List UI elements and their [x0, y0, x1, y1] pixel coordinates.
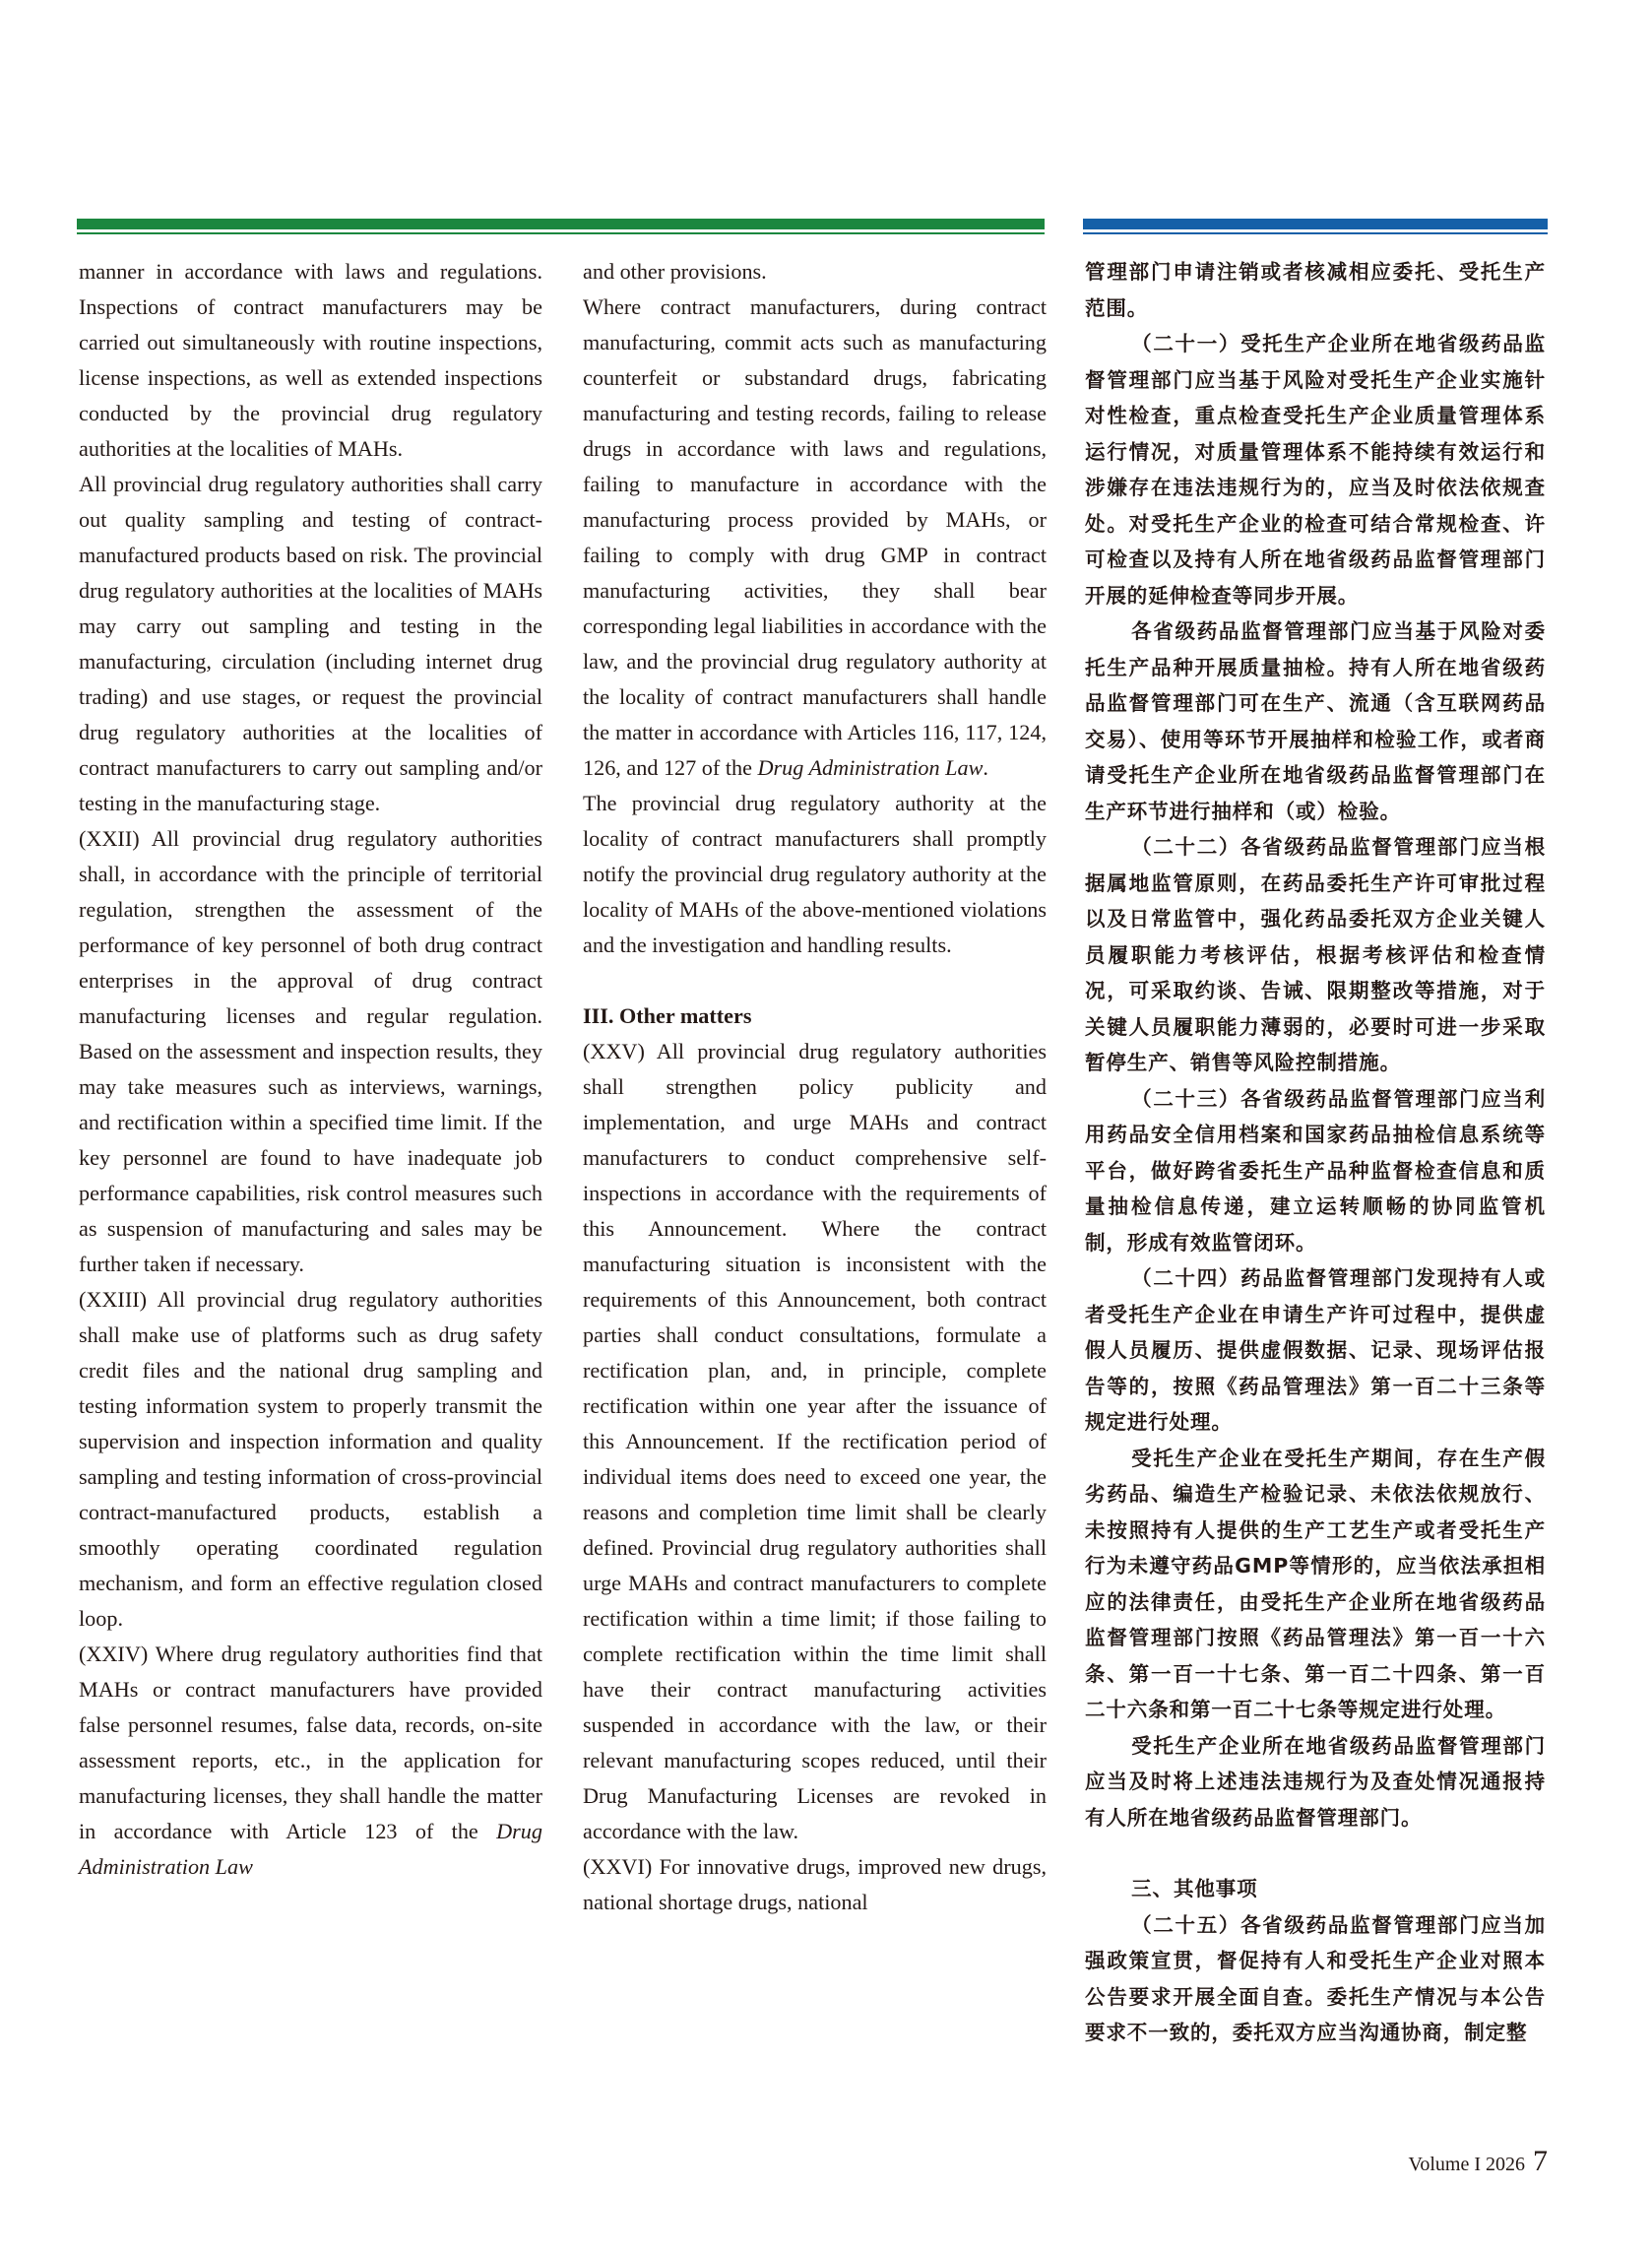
paragraph: （二十一）受托生产企业所在地省级药品监督管理部门应当基于风险对受托生产企业实施针对性检查，重点检查受托生产企业质量管理体系运行情况，对质量管理体系不能持续有效运行和涉嫌存在违法违规行为的，应当及时依法依规查处。对受托生产企业的检查可结合常规检查、许可检查以及持有人所在地省级药品监督管理部门开展的延伸检查等同步开展。	[1085, 332, 1546, 608]
header-rule-blue	[1083, 219, 1548, 234]
paragraph-xxv: (XXV) All provincial drug regulatory authorities shall strengthen policy publicity and implementation, and urge MAHs and contract manufacturers to conduct comprehensive self-inspections in accordance with the requirements of this Announcement. Where the contract manufacturing situation is inconsistent with the requirements of this Announcement, both contract parties shall conduct consultations, formulate a rectification plan, and, in principle, complete rectification within one year after the issuance of this Announcement. If the rectification period of individual items does need to exceed one year, the reasons and completion time limit shall be clearly defined. Provincial drug regulatory authorities shall urge MAHs and contract manufacturers to complete rectification within a time limit; if those failing to complete rectification within the time limit shall have their contract manufacturing activities suspended in accordance with the law, or their relevant manufacturing scopes reduced, until their Drug Manufacturing Licenses are revoked in accordance with the law.	[583, 1039, 1047, 1843]
paragraph-xxiv	[79, 1637, 542, 1885]
left-column-english	[79, 254, 542, 1885]
text: Where contract manufacturers, during contract manufacturing, commit acts such as manufacturing counterfeit or substandard drugs, fabricating manufacturing and testing records, failing to release drugs in accordance with laws and regulations, failing to manufacture in accordance with the manufacturing process provided by MAHs, or failing to comply with drug GMP in contract manufacturing activities, they shall bear corresponding legal liabilities in accordance with the law, and the provincial drug regulatory authority at the locality of contract manufacturers shall handle the matter in accordance with Articles 116, 117, 124, 126, and 127 of the	[583, 294, 1047, 780]
rule-thick	[77, 219, 1045, 229]
paragraph-xxvi: (XXVI) For innovative drugs, improved new drugs, national shortage drugs, national	[583, 1854, 1047, 1914]
paragraph: All provincial drug regulatory authorities shall carry out quality sampling and testing of contract-manufactured products based on risk. The provincial drug regulatory authorities at the localities of MAHs may carry out sampling and testing in the manufacturing, circulation (including internet drug trading) and use stages, or request the provincial drug regulatory authorities at the localities of contract manufacturers to carry out sampling and/or testing in the manufacturing stage.	[79, 472, 542, 815]
page-number: 7	[1533, 2145, 1548, 2177]
law-title: Drug Administration Law	[757, 755, 984, 780]
right-column-chinese	[1085, 254, 1546, 2051]
paragraph-xxii: (XXII) All provincial drug regulatory authorities shall, in accordance with the principle of territorial regulation, strengthen the assessment of the performance of key personnel of both drug contract enterprises in the approval of drug contract manufacturing licenses and regular regulation. Based on the assessment and inspection results, they may take measures such as interviews, warnings, and rectification within a specified time limit. If the key personnel are found to have inadequate job performance capabilities, risk control measures such as suspension of manufacturing and sales may be further taken if necessary.	[79, 826, 542, 1276]
volume-label: Volume I 2026	[1408, 2154, 1525, 2175]
paragraph: （二十二）各省级药品监督管理部门应当根据属地监管原则，在药品委托生产许可审批过程以及日常监管中，强化药品委托双方企业关键人员履职能力考核评估，根据考核评估和检查情况，可采取约谈、告诫、限期整改等措施，对于关键人员履职能力薄弱的，必要时可进一步采取暂停生产、销售等风险控制措施。	[1085, 835, 1546, 1074]
middle-column-english	[583, 254, 1047, 1920]
text: .	[983, 755, 988, 780]
text: (XXIV) Where drug regulatory authorities find that MAHs or contract manufacturers have provided false personnel resumes, false data, records, on-site assessment reports, etc., in the application for manufacturing licenses, they shall handle the matter in accordance with Article 123 of the	[79, 1642, 542, 1843]
rule-thick	[1083, 219, 1548, 229]
paragraph: 受托生产企业所在地省级药品监督管理部门应当及时将上述违法违规行为及查处情况通报持有人所在地省级药品监督管理部门。	[1085, 1733, 1546, 1830]
paragraph: 各省级药品监督管理部门应当基于风险对委托生产品种开展质量抽检。持有人所在地省级药品监督管理部门可在生产、流通（含互联网药品交易）、使用等环节开展抽样和检验工作，或者商请受托生产企业所在地省级药品监督管理部门在生产环节进行抽样和（或）检验。	[1085, 619, 1546, 823]
paragraph-xxiii: (XXIII) All provincial drug regulatory authorities shall make use of platforms such as drug safety credit files and the national drug sampling and testing information system to properly transmit the supervision and inspection information and quality sampling and testing information of cross-provincial contract-manufactured products, establish a smoothly operating coordinated regulation mechanism, and form an effective regulation closed loop.	[79, 1287, 542, 1631]
paragraph: （二十三）各省级药品监督管理部门应当利用药品安全信用档案和国家药品抽检信息系统等平台，做好跨省委托生产品种监督检查信息和质量抽检信息传递，建立运转顺畅的协同监管机制，形成有效监管闭环。	[1085, 1086, 1546, 1255]
section-heading: 三、其他事项	[1131, 1877, 1258, 1900]
rule-thin	[1083, 232, 1548, 234]
paragraph: and other provisions.	[583, 259, 767, 284]
paragraph: （二十五）各省级药品监督管理部门应当加强政策宣贯，督促持有人和受托生产企业对照本公告要求开展全面自查。委托生产情况与本公告要求不一致的，委托双方应当沟通协商，制定整	[1085, 1912, 1546, 2044]
page-footer	[1378, 2145, 1548, 2178]
section-heading: III. Other matters	[583, 1003, 752, 1028]
rule-thin	[77, 232, 1045, 234]
header-rule-green	[77, 219, 1045, 234]
paragraph: The provincial drug regulatory authority at the locality of contract manufacturers shall promptly notify the provincial drug regulatory authority at the locality of MAHs of the above-mentioned violations and the investigation and handling results.	[583, 791, 1047, 957]
paragraph: 管理部门申请注销或者核减相应委托、受托生产范围。	[1085, 260, 1546, 320]
paragraph: 受托生产企业在受托生产期间，存在生产假劣药品、编造生产检验记录、未依法依规放行、未按照持有人提供的生产工艺生产或者受托生产行为未遵守药品GMP等情形的，应当依法承担相应的法律责任，由受托生产企业所在地省级药品监督管理部门按照《药品管理法》第一百一十六条、第一百一十七条、第一百二十四条、第一百二十六条和第一百二十七条等规定进行处理。	[1085, 1446, 1546, 1721]
paragraph: （二十四）药品监督管理部门发现持有人或者受托生产企业在申请生产许可过程中，提供虚假人员履历、提供虚假数据、记录、现场评估报告等的，按照《药品管理法》第一百二十三条等规定进行处理。	[1085, 1266, 1546, 1434]
law-title: Drug Administration Law	[79, 1819, 542, 1879]
paragraph: manner in accordance with laws and regulations. Inspections of contract manufacturers may be carried out simultaneously with routine inspections, license inspections, as well as extended inspections conducted by the provincial drug regulatory authorities at the localities of MAHs.	[79, 259, 542, 461]
paragraph	[583, 290, 1047, 786]
